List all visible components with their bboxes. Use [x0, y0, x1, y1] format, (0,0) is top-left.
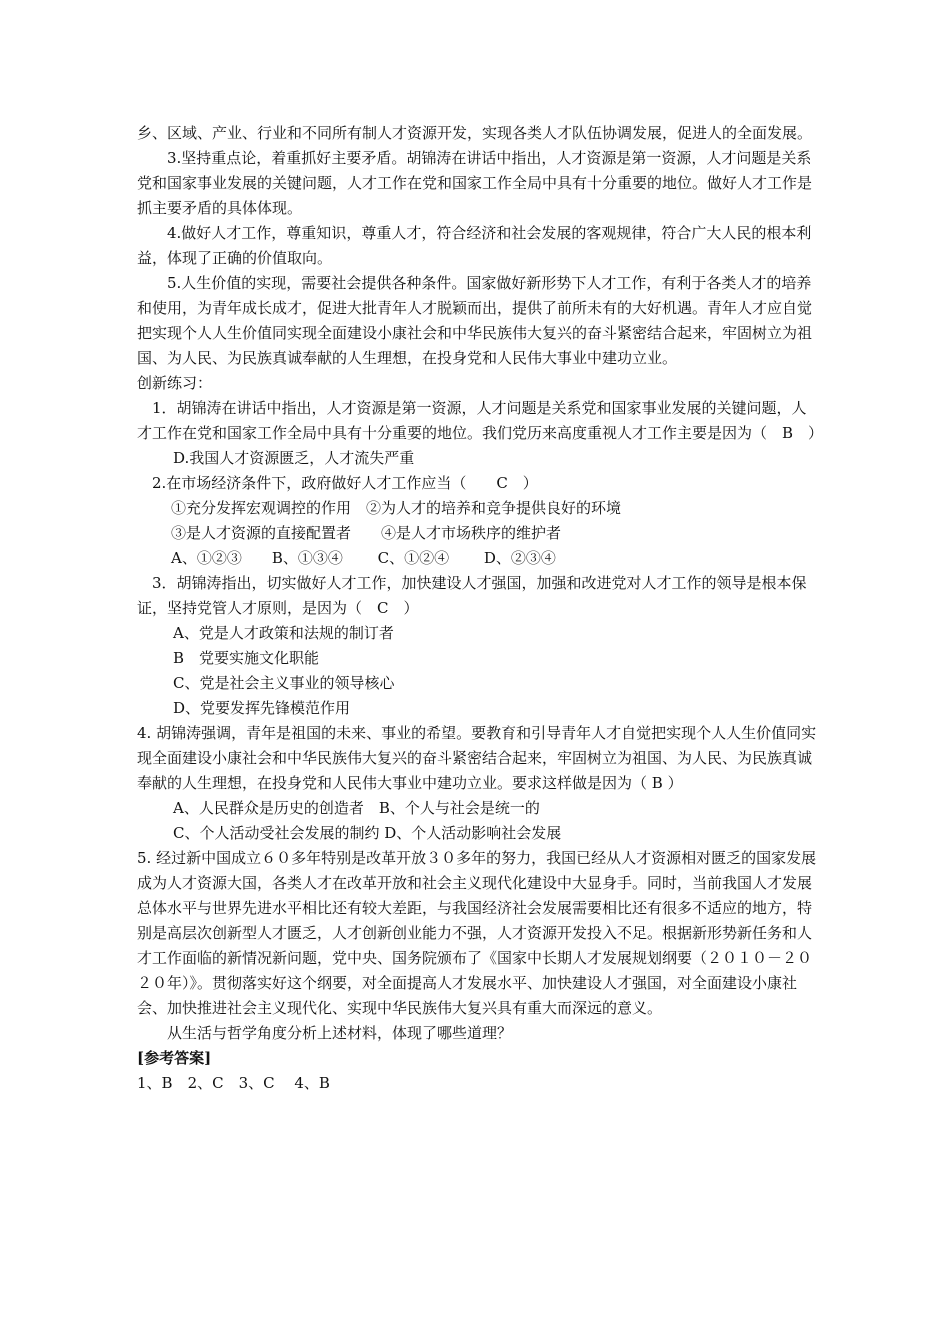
answers-line: 1、B 2、C 3、C 4、B — [137, 1074, 330, 1092]
document-body — [137, 121, 824, 1096]
question-2-stem: 2.在市场经济条件下，政府做好人才工作应当（ C ） — [152, 474, 538, 492]
question-3-option-d: D、党要发挥先锋模范作用 — [173, 699, 351, 717]
question-1-stem: 1．胡锦涛在讲话中指出，人才资源是第一资源，人才问题是关系党和国家事业发展的关键问题，人才工作在党和国家工作全局中具有十分重要的地位。我们党历来高度重视人才工作主要是因为（ B ） — [137, 399, 824, 442]
paragraph-point-3: 3.坚持重点论，着重抓好主要矛盾。胡锦涛在讲话中指出，人才资源是第一资源，人才问题是关系党和国家事业发展的关键问题，人才工作在党和国家工作全局中具有十分重要的地位。做好人才工作是抓主要矛盾的具体体现。 — [137, 149, 813, 217]
paragraph-point-5: 5.人生价值的实现，需要社会提供各种条件。国家做好新形势下人才工作，有利于各类人才的培养和使用，为青年成长成才，促进大批青年人才脱颖而出，提供了前所未有的大好机遇。青年人才应自觉把实现个人人生价值同实现全面建设小康社会和中华民族伟大复兴的奋斗紧密结合起来，牢固树立为祖国、为人民、为民族真诚奉献的人生理想，在投身党和人民伟大事业中建功立业。 — [137, 274, 813, 367]
question-3-option-a: A、党是人才政策和法规的制订者 — [173, 624, 394, 642]
question-2-statements-2: ③是人才资源的直接配置者 ④是人才市场秩序的维护者 — [171, 524, 562, 542]
question-3-stem: 3．胡锦涛指出，切实做好人才工作，加快建设人才强国，加强和改进党对人才工作的领导是根本保证，坚持党管人才原则，是因为（ C ） — [137, 574, 807, 617]
question-3-option-b: B 党要实施文化职能 — [173, 649, 320, 667]
question-4-stem: 4. 胡锦涛强调，青年是祖国的未来、事业的希望。要教育和引导青年人才自觉把实现个人人生价值同实现全面建设小康社会和中华民族伟大复兴的奋斗紧密结合起来，牢固树立为祖国、为人民、为民族真诚奉献的人生理想，在投身党和人民伟大事业中建功立业。要求这样做是因为（ B ） — [137, 724, 817, 792]
question-4-options-2: C、个人活动受社会发展的制约 D、个人活动影响社会发展 — [173, 824, 562, 842]
question-3-option-c: C、党是社会主义事业的领导核心 — [173, 674, 395, 692]
paragraph-continuation: 乡、区域、产业、行业和不同所有制人才资源开发，实现各类人才队伍协调发展，促进人的全面发展。 — [137, 124, 813, 142]
answers-heading: [参考答案] — [137, 1049, 212, 1067]
paragraph-point-4: 4.做好人才工作，尊重知识，尊重人才，符合经济和社会发展的客观规律，符合广大人民的根本利益，体现了正确的价值取向。 — [137, 224, 812, 267]
practice-heading: 创新练习： — [137, 374, 213, 392]
question-1-option-d: D.我国人才资源匮乏，人才流失严重 — [173, 449, 415, 467]
question-2-statements-1: ①充分发挥宏观调控的作用 ②为人才的培养和竞争提供良好的环境 — [171, 499, 622, 517]
question-5-material: 5. 经过新中国成立６０多年特别是改革开放３０多年的努力，我国已经从人才资源相对匮乏的国家发展成为人才资源大国，各类人才在改革开放和社会主义现代化建设中大显身手。同时，当前我国人才发展总体水平与世界先进水平相比还有较大差距，与我国经济社会发展需要相比还有很多不适应的地方，特别是高层次创新型人才匮乏，人才创新创业能力不强，人才资源开发投入不足。根据新形势新任务和人才工作面临的新情况新问题，党中央、国务院颁布了《国家中长期人才发展规划纲要（２０１０－２０２０年）》。贯彻落实好这个纲要，对全面提高人才发展水平、加快建设人才强国，对全面建设小康社会、加快推进社会主义现代化、实现中华民族伟大复兴具有重大而深远的意义。 — [137, 849, 817, 1017]
question-5-prompt: 从生活与哲学角度分析上述材料，体现了哪些道理？ — [167, 1024, 513, 1042]
question-4-options-1: A、人民群众是历史的创造者 B、个人与社会是统一的 — [173, 799, 540, 817]
question-2-choices: A、①②③ B、①③④ C、①②④ D、②③④ — [171, 549, 556, 567]
